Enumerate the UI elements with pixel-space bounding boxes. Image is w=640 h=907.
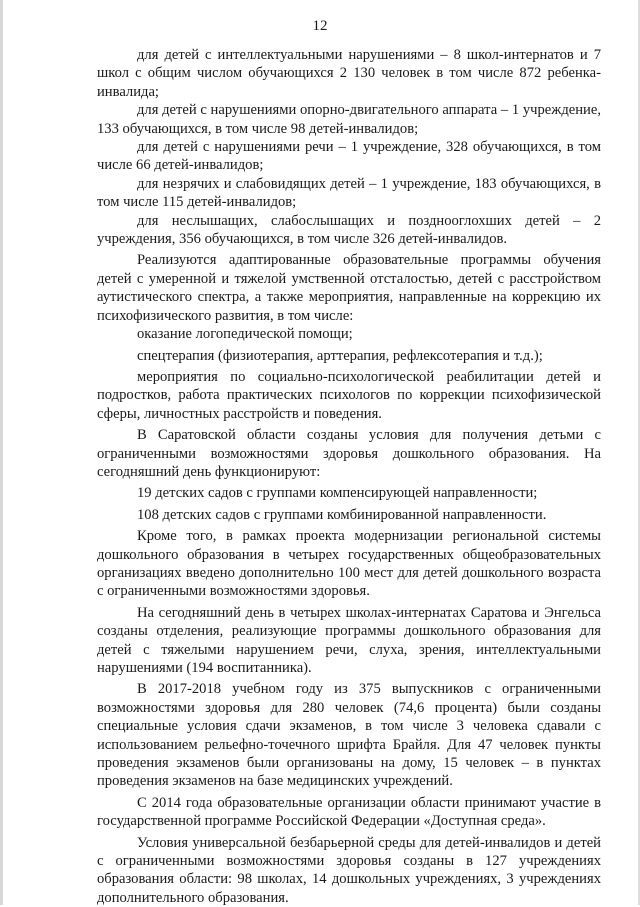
paragraph-special-therapy: спецтерапия (физиотерапия, арттерапия, рефлексотерапия и т.д.); (137, 347, 543, 364)
paragraph-visual: для незрячих и слабовидящих детей – 1 учреждение, 183 обучающихся, в том числе 115 детей-инвалидов; (97, 175, 601, 211)
document-body (97, 46, 601, 907)
paragraph-modernization: Кроме того, в рамках проекта модернизации региональной системы дошкольного образования в четырех государственных общеобразовательных организациях введено дополнительно 100 мест для детей дошкольного возраста с ограниченными возможностями здоровья. (97, 528, 601, 600)
paragraph-hearing: для неслышащих, слабослышащих и позднооглохших детей – 2 учреждения, 356 обучающихся, в том числе 326 детей-инвалидов. (97, 212, 601, 248)
paragraph-intellectual: для детей с интеллектуальными нарушениями – 8 школ-интернатов и 7 школ с общим числом обучающихся 2 130 человек в том числе 872 ребенка-инвалида; (97, 47, 601, 100)
scan-edge-left (0, 0, 3, 905)
paragraph-adapted-programs: Реализуются адаптированные образовательные программы обучения детей с умеренной и тяжелой умственной отсталостью, детей с расстройством аутистического спектра, а также мероприятия, направленные на коррекцию их психофизического развития, в том числе: (97, 252, 601, 324)
paragraph-speech-therapy: оказание логопедической помощи; (137, 326, 353, 343)
paragraph-boarding-schools: На сегодняшний день в четырех школах-интернатах Саратова и Энгельса созданы отделения, реализующие программы дошкольного образования для детей с тяжелыми нарушением речи, слуха, зрения, интеллектуальными нарушениями (194 воспитанника). (97, 604, 601, 676)
paragraph-rehabilitation: мероприятия по социально-психологической реабилитации детей и подростков, работа практических психологов по коррекции психофизической сферы, личностных расстройств и поведения. (97, 368, 601, 422)
page-number: 12 (312, 18, 328, 34)
paragraph-accessible-environment: С 2014 года образовательные организации области принимают участие в государственной программе Российской Федерации «Доступная среда». (97, 794, 601, 830)
paragraph-speech: для детей с нарушениями речи – 1 учреждение, 328 обучающихся, в том числе 66 детей-инвалидов; (97, 139, 601, 174)
paragraph-preschool-conditions: В Саратовской области созданы условия для получения детьми с ограниченными возможностями здоровья дошкольного образования. На сегодняшний день функционируют: (97, 427, 601, 480)
paragraph-barrier-free: Условия универсальной безбарьерной среды для детей-инвалидов и детей с ограниченными возможностями здоровья созданы в 127 учреждениях образования области: 98 школах, 14 дошкольных учреждениях, 3 учреждениях дополнительного образования. (97, 834, 601, 906)
paragraph-compensating-kindergartens: 19 детских садов с группами компенсирующей направленности; (137, 485, 538, 502)
paragraph-exams: В 2017-2018 учебном году из 375 выпускников с ограниченными возможностями здоровья для 280 человек (74,6 процента) были созданы специальные условия сдачи экзаменов, в том числе 3 человека сдавали с использованием рельефно-точечного шрифта Брайля. Для 47 человек пункты проведения экзаменов были организованы на дому, 15 человек – в пунктах проведения экзаменов на базе медицинских учреждений. (97, 681, 601, 790)
paragraph-combined-kindergartens: 108 детских садов с группами комбинированной направленности. (137, 506, 547, 523)
paragraph-musculoskeletal: для детей с нарушениями опорно-двигательного аппарата – 1 учреждение, 133 обучающихся, в том числе 98 детей-инвалидов; (97, 102, 601, 137)
